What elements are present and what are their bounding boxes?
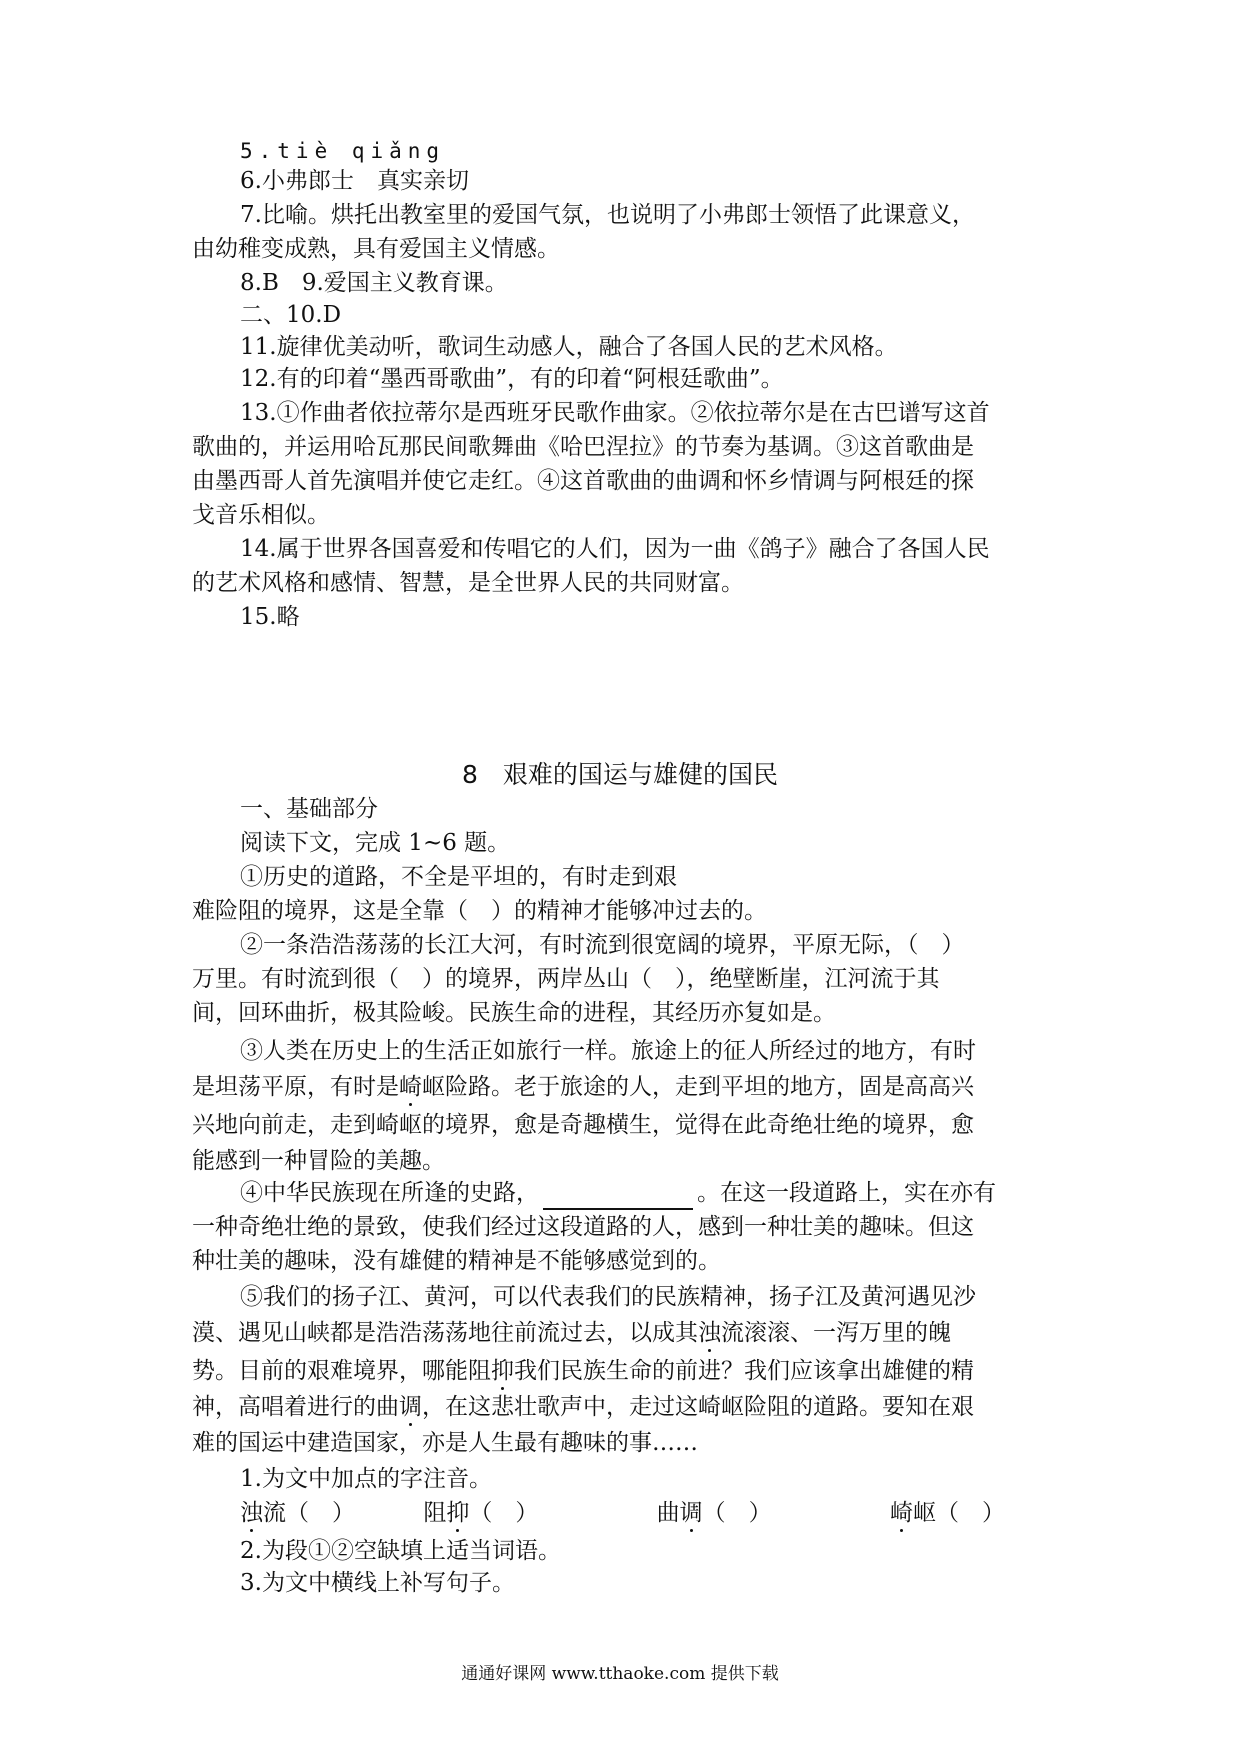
dotted-character: 调 <box>399 1394 422 1420</box>
answer-5: 5.tiè qiǎng <box>240 139 446 163</box>
paragraph-4-line-3: 种壮美的趣味，没有雄健的精神是不能够感觉到的。 <box>192 1248 721 1274</box>
text-span: 流（ ） <box>263 1500 355 1526</box>
paragraph-3-line-2 <box>192 1070 1052 1104</box>
answer-13-line-3: 由墨西哥人首先演唱并使它走红。④这首歌曲的曲调和怀乡情调与阿根廷的探 <box>192 468 974 494</box>
answer-12: 12.有的印着“墨西哥歌曲”，有的印着“阿根廷歌曲”。 <box>240 366 784 392</box>
text-span: 势。目前的艰难境界，哪能阻 <box>192 1358 491 1384</box>
paragraph-5-line-4 <box>192 1390 1052 1424</box>
fill-in-blank <box>543 1186 693 1210</box>
question-1: 1.为文中加点的字注音。 <box>240 1466 492 1492</box>
paragraph-4-line-2: 一种奇绝壮绝的景致，使我们经过这段道路的人，感到一种壮美的趣味。但这 <box>192 1214 974 1240</box>
text-span: （ ） <box>469 1500 539 1526</box>
section-title: 8 艰难的国运与雄健的国民 <box>462 760 778 789</box>
answer-14-line-1: 14.属于世界各国喜爱和传唱它的人们，因为一曲《鸽子》融合了各国人民 <box>240 536 990 562</box>
answer-11: 11.旋律优美动听，歌词生动感人，融合了各国人民的艺术风格。 <box>240 334 898 360</box>
answer-14-line-2: 的艺术风格和感情、智慧，是全世界人民的共同财富。 <box>192 570 744 596</box>
paragraph-4-line-1 <box>240 1176 1052 1210</box>
paragraph-3-line-3: 兴地向前走，走到崎岖的境界，愈是奇趣横生，觉得在此奇绝壮绝的境界，愈 <box>192 1112 974 1138</box>
answer-13-line-2: 歌曲的，并运用哈瓦那民间歌舞曲《哈巴涅拉》的节奏为基调。③这首歌曲是 <box>192 434 974 460</box>
question-2: 2.为段①②空缺填上适当词语。 <box>240 1538 561 1564</box>
dotted-character: 抑 <box>491 1358 514 1384</box>
paragraph-2-line-2: 万里。有时流到很（ ）的境界，两岸丛山（ ），绝壁断崖，江河流于其 <box>192 966 940 992</box>
paragraph-5-line-3 <box>192 1354 1052 1388</box>
text-span: 漠、遇见山峡都是浩浩荡荡地往前流过去，以成其 <box>192 1320 698 1346</box>
text-span: ，在这悲壮歌声中，走过这崎岖险阻的道路。要知在艰 <box>422 1394 974 1420</box>
question-1-items <box>240 1496 1052 1530</box>
dotted-character: 浊 <box>240 1500 263 1526</box>
paragraph-1-line-2: 难险阻的境界，这是全靠（ ）的精神才能够冲过去的。 <box>192 898 767 924</box>
dotted-character: 崎 <box>889 1500 913 1526</box>
text-span: 。在这一段道路上，实在亦有 <box>697 1180 996 1206</box>
paragraph-3-line-1: ③人类在历史上的生活正如旅行一样。旅途上的征人所经过的地方，有时 <box>240 1038 976 1064</box>
text-span: 神，高唱着进行的曲 <box>192 1394 399 1420</box>
text-span: 岖（ ） <box>912 1500 1005 1526</box>
page-footer: 通通好课网 www.tthaoke.com 提供下载 <box>461 1664 779 1684</box>
paragraph-5-line-5: 难的国运中建造国家，亦是人生最有趣味的事…… <box>192 1430 698 1456</box>
paragraph-3-line-4: 能感到一种冒险的美趣。 <box>192 1148 445 1174</box>
part-heading: 一、基础部分 <box>240 796 378 822</box>
dotted-character: 调 <box>679 1500 703 1526</box>
text-span: 曲 <box>656 1500 680 1526</box>
paragraph-2-line-3: 间，回环曲折，极其险峻。民族生命的进程，其经历亦复如是。 <box>192 1000 836 1026</box>
answer-15: 15.略 <box>240 604 300 630</box>
text-span: （ ） <box>702 1500 772 1526</box>
answer-7-line-2: 由幼稚变成熟，具有爱国主义情感。 <box>192 236 560 262</box>
paragraph-5-line-2 <box>192 1316 1052 1350</box>
text-span: ④中华民族现在所逢的史路， <box>240 1180 539 1206</box>
pinyin-item <box>890 1496 1005 1530</box>
text-span: 流滚滚、一泻万里的魄 <box>721 1320 951 1346</box>
paragraph-5-line-1: ⑤我们的扬子江、黄河，可以代表我们的民族精神，扬子江及黄河遇见沙 <box>240 1284 976 1310</box>
pinyin-item <box>240 1496 416 1530</box>
answer-13-line-1: 13.①作曲者依拉蒂尔是西班牙民歌作曲家。②依拉蒂尔是在古巴谱写这首 <box>240 400 990 426</box>
answer-8-9: 8.B 9.爱国主义教育课。 <box>240 270 508 296</box>
paragraph-1-line-1: ①历史的道路，不全是平坦的，有时走到艰 <box>240 864 677 890</box>
pinyin-item <box>657 1496 883 1530</box>
text-span: 岖险路。老于旅途的人，走到平坦的地方，固是高高兴 <box>422 1074 974 1100</box>
text-span: 阻 <box>423 1500 447 1526</box>
answer-13-line-4: 戈音乐相似。 <box>192 502 330 528</box>
answer-6: 6.小弗郎士 真实亲切 <box>240 168 469 194</box>
dotted-character: 崎 <box>399 1074 422 1100</box>
answer-7-line-1: 7.比喻。烘托出教室里的爱国气氛，也说明了小弗郎士领悟了此课意义， <box>240 202 975 228</box>
dotted-character: 抑 <box>446 1500 470 1526</box>
dotted-character: 浊 <box>698 1320 721 1346</box>
text-span: 我们民族生命的前进？我们应该拿出雄健的精 <box>514 1358 974 1384</box>
answer-10: 二、10.D <box>240 302 342 328</box>
pinyin-item <box>423 1496 649 1530</box>
reading-instruction: 阅读下文，完成 1~6 题。 <box>240 830 511 856</box>
paragraph-2-line-1: ②一条浩浩荡荡的长江大河，有时流到很宽阔的境界，平原无际，（ ） <box>240 932 965 958</box>
question-3: 3.为文中横线上补写句子。 <box>240 1570 515 1596</box>
text-span: 是坦荡平原，有时是 <box>192 1074 399 1100</box>
